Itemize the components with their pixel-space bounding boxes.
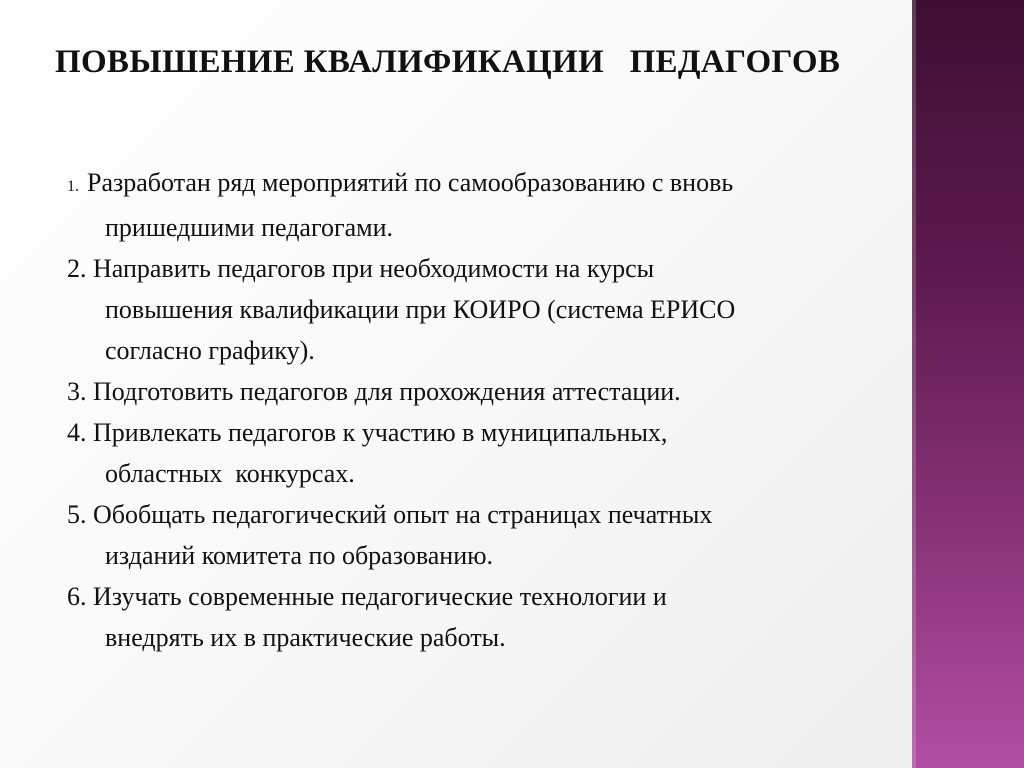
item-number: 5. — [67, 500, 93, 529]
item-number: 3. — [67, 377, 93, 406]
list-item-6 — [67, 576, 967, 658]
list-item-3 — [67, 371, 967, 412]
item-text-line: пришедшими педагогами. — [105, 213, 394, 242]
item-text-line: Обобщать педагогический опыт на страницах печатных — [93, 500, 713, 529]
list-item-5 — [67, 494, 967, 576]
slide-title: ПОВЫШЕНИЕ КВАЛИФИКАЦИИ ПЕДАГОГОВ — [55, 44, 841, 80]
item-text-line: Направить педагогов при необходимости на курсы — [93, 254, 655, 283]
list-item-2 — [67, 248, 967, 371]
item-text-line: согласно графику). — [105, 336, 315, 365]
list-item-1 — [67, 162, 967, 248]
item-text-line: Привлекать педагогов к участию в муниципальных, — [93, 418, 668, 447]
item-text-line: изданий комитета по образованию. — [105, 541, 494, 570]
item-number: 6. — [67, 582, 93, 611]
list-item-4 — [67, 412, 967, 494]
item-number: 2. — [67, 254, 93, 283]
action-list — [67, 162, 967, 658]
item-text-line: областных конкурсах. — [105, 459, 355, 488]
item-text-line: внедрять их в практические работы. — [105, 623, 506, 652]
item-number: 1. — [67, 178, 79, 195]
item-text-line: Подготовить педагогов для прохождения аттестации. — [93, 377, 681, 406]
item-text-line: повышения квалификации при КОИРО (система ЕРИСО — [105, 295, 736, 324]
item-text-line: Разработан ряд мероприятий по самообразованию с вновь — [87, 168, 734, 197]
item-number: 4. — [67, 418, 93, 447]
item-text-line: Изучать современные педагогические технологии и — [93, 582, 667, 611]
